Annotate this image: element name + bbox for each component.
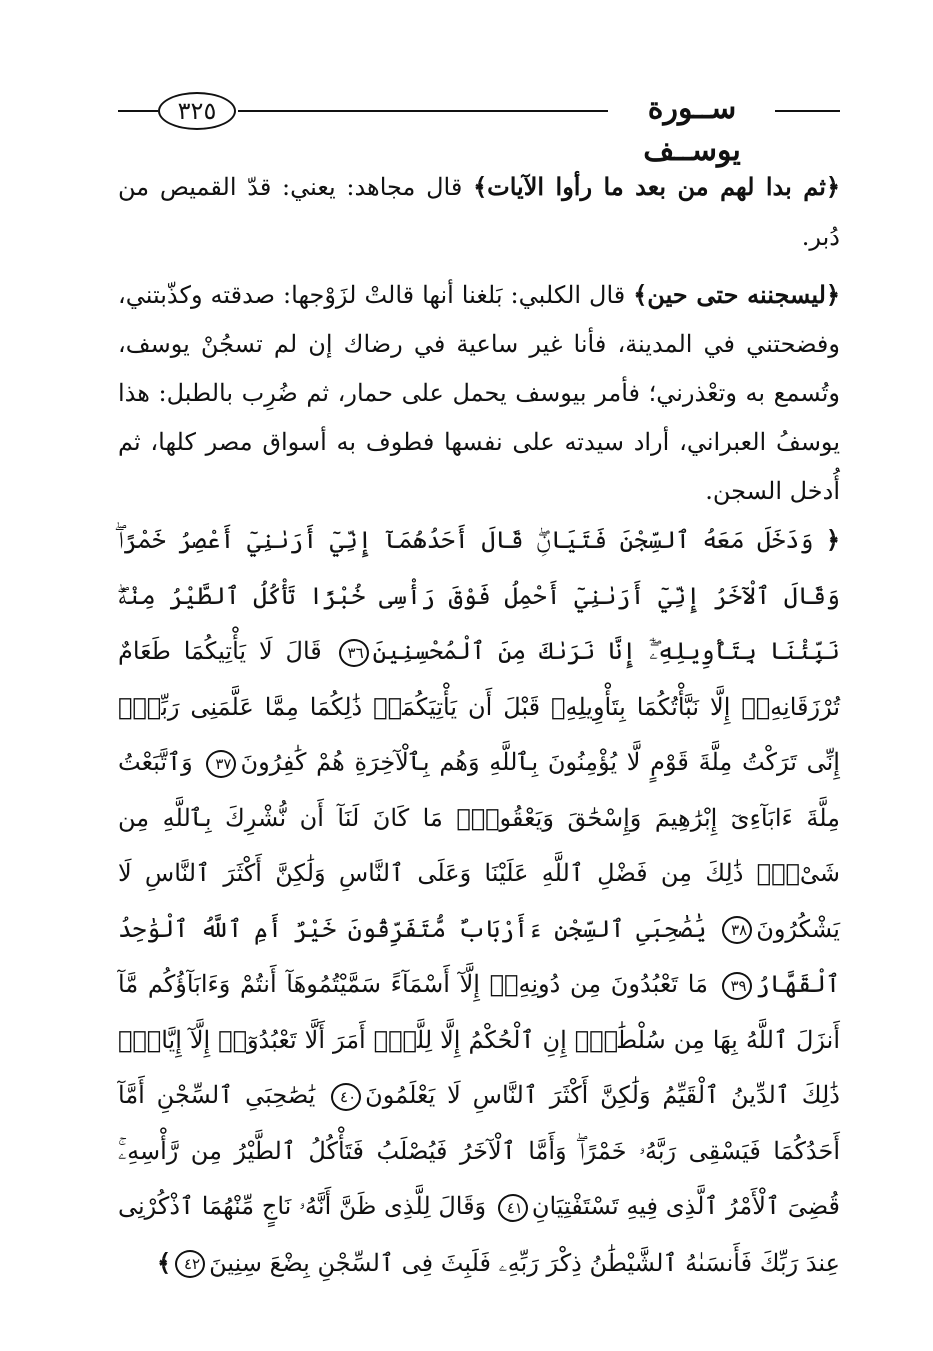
header-rule-middle xyxy=(238,110,608,112)
ayah-number-marker: ٣٧ xyxy=(206,750,236,778)
quran-open-bracket: ﴿ xyxy=(825,525,840,554)
surah-title: ســورة يوســف xyxy=(643,91,741,168)
ayah-number-marker: ٣٨ xyxy=(722,916,752,944)
ayah-text: مَا تَعْبُدُونَ مِن دُونِهِۦٓ إِلَّآ أَسْمَآءً سَمَّيْتُمُوهَآ أَنتُمْ وَءَابَآؤُكُم مَّآ أَنزَلَ ٱللَّهُ بِهَا مِن سُلْطَٰنٍۚ إِنِ ٱلْحُكْمُ إِلَّا لِلَّهِۚ أَمَرَ أَلَّا تَعْبُدُوٓا۟ إِلَّآ إِيَّاهُۚ ذَٰلِكَ ٱلدِّينُ ٱلْقَيِّمُ وَلَٰكِنَّ أَكْثَرَ ٱلنَّاسِ لَا يَعْلَمُونَ xyxy=(118,970,840,1109)
ayah-number-marker: ٤١ xyxy=(498,1194,528,1222)
commentary-text: قال الكلبي: بَلغنا أنها قالتْ لزَوْجها: صدقته وكذّبتني، وفضحتني في المدينة، فأنا غير ساعية في رضاك إن لم تسجُنْ يوسف، وتُسمع به وتعْذرني؛ فأمر بيوسف يحمل على حمار، ثم ضُرِب بالطبل: هذا يوسفُ العبراني، أراد سيدته على نفسها فطوف به أسواق مصر كلها، ثم أُدخل السجن. xyxy=(118,281,841,505)
quote-open-bracket: ﴿ xyxy=(825,172,840,201)
ayah-text: وَدَخَلَ مَعَهُ ٱلسِّجْنَ فَتَيَانِۖ قَالَ أَحَدُهُمَآ إِنِّيٓ أَرَىٰنِيٓ أَعْصِرُ خَمْرًاۖ وَقَالَ ٱلْآخَرُ إِنِّيٓ أَرَىٰنِيٓ أَحْمِلُ فَوْقَ رَأْسِى خُبْزًا تَأْكُلُ ٱلطَّيْرُ مِنْهُۖ نَبِّئْنَا بِتَأْوِيلِهِۦٓۖ إِنَّا نَرَىٰكَ مِنَ ٱلْمُحْسِنِينَ xyxy=(118,526,840,665)
header-rule-right xyxy=(775,110,840,112)
commentary-paragraph-1 xyxy=(118,162,840,262)
ayah-text: قَالَ لَا يَأْتِيكُمَا طَعَامٌ تُرْزَقَانِهِۦٓ إِلَّا نَبَّأْتُكُمَا بِتَأْوِيلِهِۦ قَبْلَ أَن يَأْتِيَكُمَاۚ ذَٰلِكُمَا مِمَّا عَلَّمَنِى رَبِّىٓۚ إِنِّى تَرَكْتُ مِلَّةَ قَوْمٍ لَّا يُؤْمِنُونَ بِٱللَّهِ وَهُم بِٱلْآخِرَةِ هُمْ كَٰفِرُونَ xyxy=(118,637,840,776)
commentary-paragraph-2 xyxy=(118,270,840,516)
quran-close-bracket: ﴾ xyxy=(157,1247,172,1277)
quote-open-bracket: ﴿ xyxy=(825,280,841,309)
ayah-number-marker: ٣٩ xyxy=(722,972,752,1000)
ayah-number-marker: ٤٢ xyxy=(175,1250,205,1278)
ayah-text: يَٰصَٰحِبَىِ ٱلسِّجْنِ أَمَّآ أَحَدُكُمَا فَيَسْقِى رَبَّهُۥ خَمْرًاۖ وَأَمَّا ٱلْآخَرُ فَيُصْلَبُ فَتَأْكُلُ ٱلطَّيْرُ مِن رَّأْسِهِۦۚ قُضِىَ ٱلْأَمْرُ ٱلَّذِى فِيهِ تَسْتَفْتِيَانِ xyxy=(118,1081,840,1220)
page-number: ٣٢٥ xyxy=(158,92,236,130)
ayah-text: وَقَالَ لِلَّذِى ظَنَّ أَنَّهُۥ نَاجٍ مِّنْهُمَا ٱذْكُرْنِى عِندَ رَبِّكَ فَأَنسَىٰهُ ٱلشَّيْطَٰنُ ذِكْرَ رَبِّهِۦ فَلَبِثَ فِى ٱلسِّجْنِ بِضْعَ سِنِينَ xyxy=(118,1192,840,1277)
header-rule-left xyxy=(118,110,158,112)
ayah-text: يَٰصَٰحِبَىِ ٱلسِّجْنِ ءَأَرْبَابٌ مُّتَفَرِّقُونَ خَيْرٌ أَمِ ٱللَّهُ ٱلْوَٰحِدُ ٱلْقَهَّارُ xyxy=(118,914,840,998)
quote-close-bracket: ﴾ xyxy=(473,172,488,201)
ayah-number-marker: ٤٠ xyxy=(331,1083,361,1111)
commentary-text: قال مجاهد: يعني: قدّ القميص من دُبر. xyxy=(118,173,840,251)
ayah-text: وَٱتَّبَعْتُ مِلَّةَ ءَابَآءِىٓ إِبْرَٰهِيمَ وَإِسْحَٰقَ وَيَعْقُوبَۚ مَا كَانَ لَنَآ أَن نُّشْرِكَ بِٱللَّهِ مِن شَىْءٍۚ ذَٰلِكَ مِن فَضْلِ ٱللَّهِ عَلَيْنَا وَعَلَى ٱلنَّاسِ وَلَٰكِنَّ أَكْثَرَ ٱلنَّاسِ لَا يَشْكُرُونَ xyxy=(118,748,841,943)
quran-passage xyxy=(118,512,840,1291)
ayah-number-marker: ٣٦ xyxy=(339,639,369,667)
quoted-verse: ثم بدا لهم من بعد ما رأوا الآيات xyxy=(487,172,826,201)
quote-close-bracket: ﴾ xyxy=(633,280,648,309)
quoted-verse: ليسجننه حتى حين xyxy=(647,280,826,309)
